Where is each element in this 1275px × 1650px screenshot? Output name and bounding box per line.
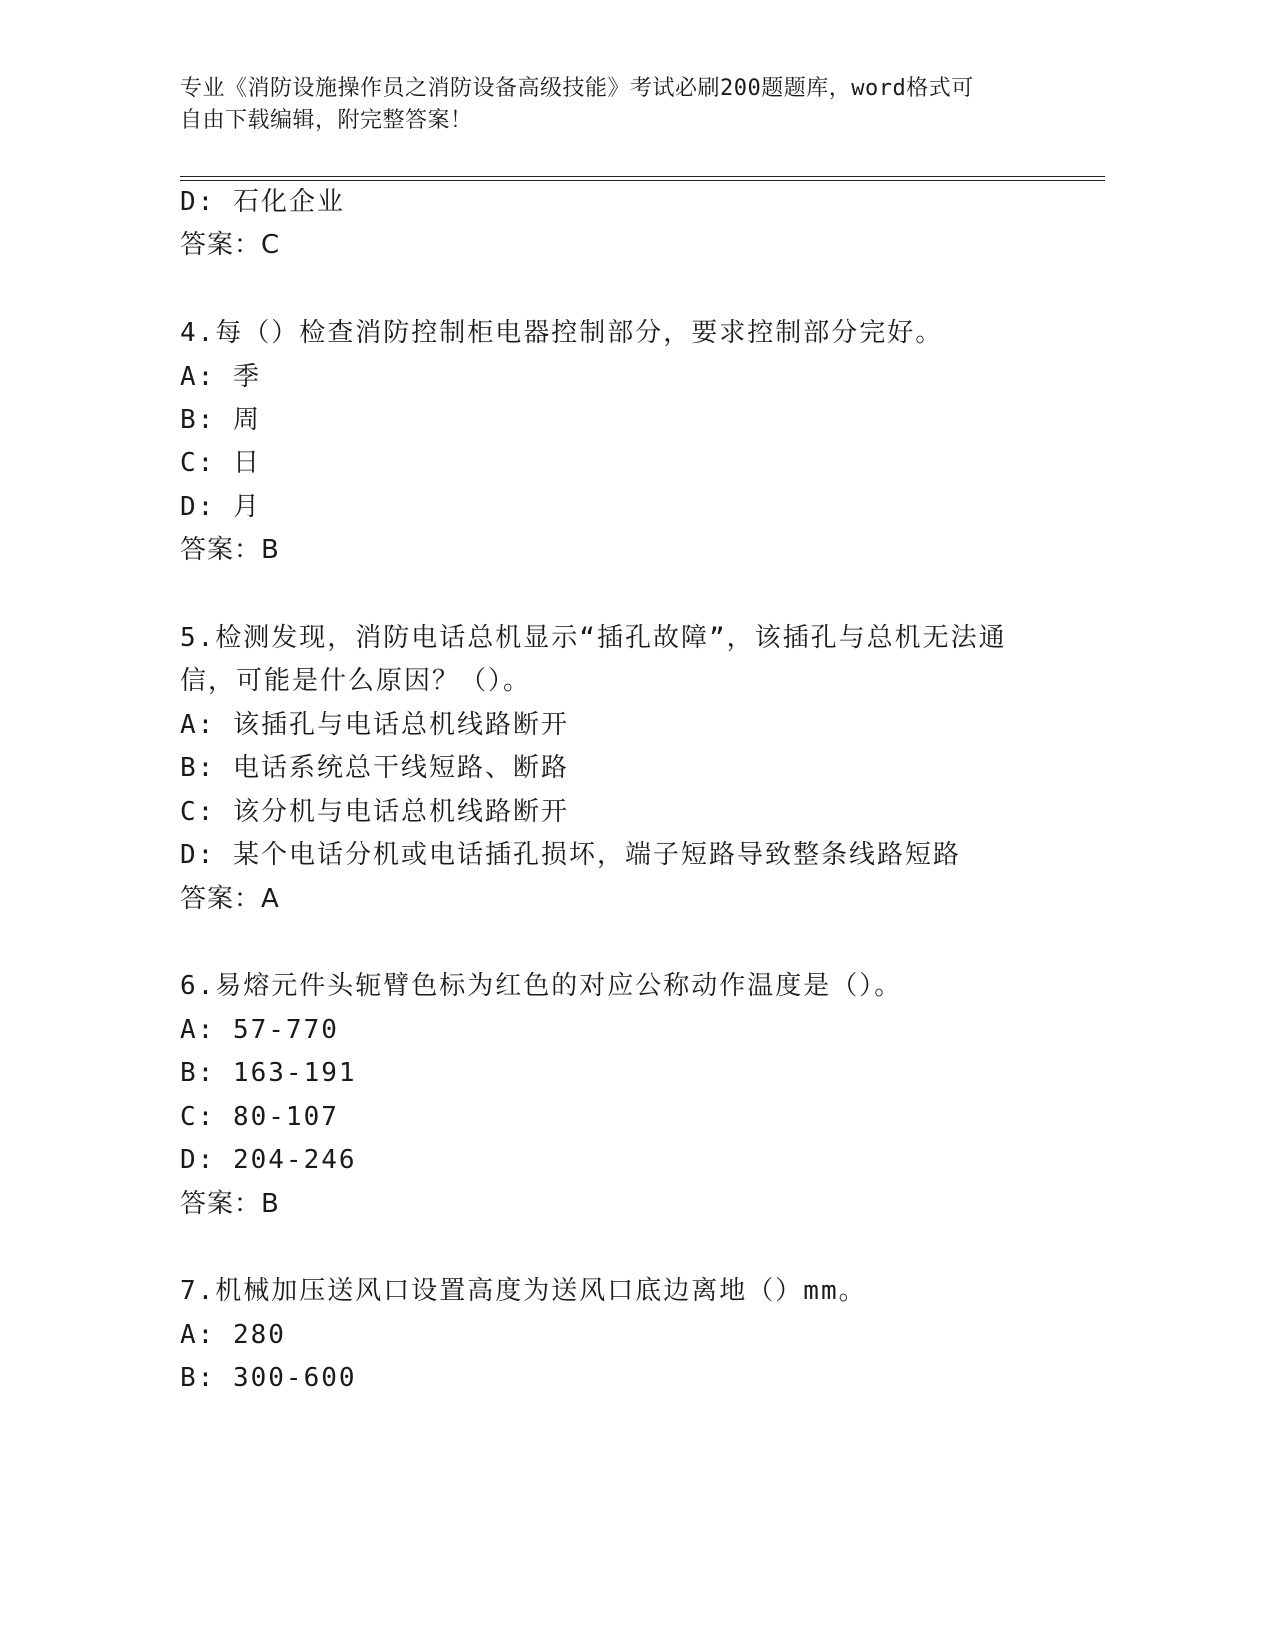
q6-answer: 答案：B	[180, 1189, 280, 1219]
q6-option-b: B: 163-191	[180, 1058, 357, 1088]
q4-option-a: A: 季	[180, 362, 261, 392]
q5-option-b: B: 电话系统总干线短路、断路	[180, 753, 569, 783]
q7-option-b: B: 300-600	[180, 1363, 357, 1393]
q7-stem: 7.机械加压送风口设置高度为送风口底边离地（）mm。	[180, 1276, 867, 1306]
q4-option-c: C: 日	[180, 448, 261, 478]
q7-option-a: A: 280	[180, 1320, 286, 1350]
q4-option-d: D: 月	[180, 492, 261, 522]
q4-stem: 4.每（）检查消防控制柜电器控制部分，要求控制部分完好。	[180, 318, 944, 348]
q5-stem-line-1: 5.检测发现，消防电话总机显示“插孔故障”，该插孔与总机无法通	[180, 623, 1007, 653]
q4-answer: 答案：B	[180, 535, 280, 565]
q6-stem: 6.易熔元件头轭臂色标为红色的对应公称动作温度是（）。	[180, 971, 903, 1001]
q4-option-b: B: 周	[180, 405, 261, 435]
q5-option-a: A: 该插孔与电话总机线路断开	[180, 710, 569, 740]
q3-option-d: D: 石化企业	[180, 187, 345, 217]
q5-option-c: C: 该分机与电话总机线路断开	[180, 797, 569, 827]
document-header	[180, 73, 1060, 137]
q5-answer: 答案：A	[180, 884, 280, 914]
header-divider	[180, 176, 1105, 181]
q5-stem-line-2: 信，可能是什么原因？（）。	[180, 666, 532, 696]
q6-option-a: A: 57-770	[180, 1015, 339, 1045]
header-title-line-2: 自由下载编辑，附完整答案！	[180, 108, 473, 133]
q5-option-d: D: 某个电话分机或电话插孔损坏，端子短路导致整条线路短路	[180, 840, 961, 870]
header-title-line-1: 专业《消防设施操作员之消防设备高级技能》考试必刷200题题库，word格式可	[180, 76, 974, 101]
q6-option-c: C: 80-107	[180, 1102, 339, 1132]
q6-option-d: D: 204-246	[180, 1145, 357, 1175]
q3-answer: 答案：C	[180, 230, 281, 260]
